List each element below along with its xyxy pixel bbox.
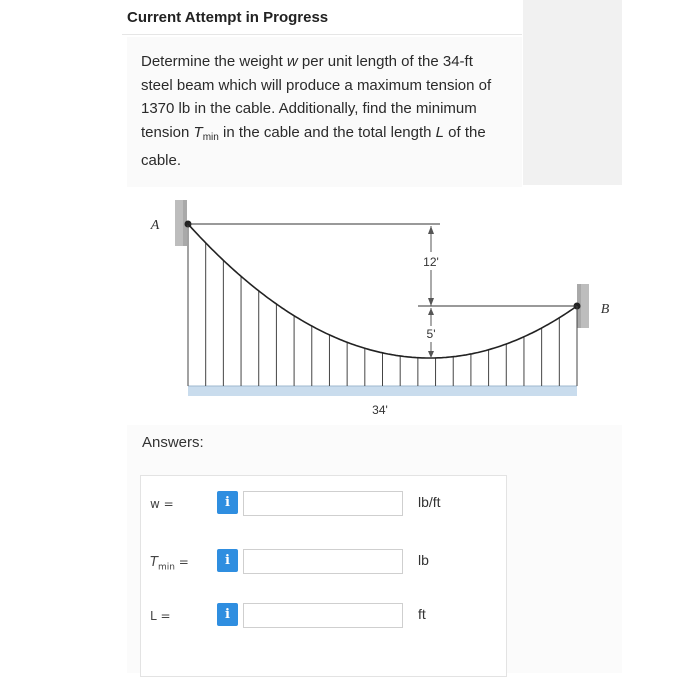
side-panel bbox=[523, 0, 622, 185]
label-a: A bbox=[150, 218, 160, 233]
tmin-input[interactable] bbox=[243, 549, 403, 574]
question-part1: Determine the weight bbox=[141, 53, 287, 70]
question-part4: of the cable. bbox=[141, 123, 486, 169]
cable bbox=[188, 224, 576, 358]
label-b: B bbox=[600, 302, 610, 317]
w-symbol: w bbox=[286, 53, 298, 70]
hangers bbox=[188, 224, 577, 386]
answers-title: Answers: bbox=[142, 434, 204, 451]
w-label: w = bbox=[150, 497, 174, 511]
steel-beam bbox=[188, 386, 577, 396]
l-label: L = bbox=[150, 609, 171, 623]
page-title: Current Attempt in Progress bbox=[127, 9, 329, 26]
dimension-5: 5' bbox=[426, 327, 436, 341]
tmin-unit: lb bbox=[418, 552, 429, 568]
cable-beam-figure bbox=[140, 190, 620, 430]
l-unit: ft bbox=[418, 606, 426, 622]
l-input[interactable] bbox=[243, 603, 403, 628]
dimension-34: 34' bbox=[372, 403, 388, 417]
info-icon[interactable]: i bbox=[217, 603, 238, 626]
info-icon[interactable]: i bbox=[217, 549, 238, 572]
question-part3: in the cable and the total length bbox=[218, 123, 436, 141]
tmin-label bbox=[150, 555, 189, 572]
l-symbol: L bbox=[435, 123, 445, 141]
question-part2: per unit length of the 34-ft steel beam which will produce a maximum tension of 1370 lb in the cable. Additionally, find the minimum tension bbox=[141, 53, 492, 141]
w-input[interactable] bbox=[243, 491, 403, 516]
t-symbol: T bbox=[193, 123, 203, 141]
tmin-eq: = bbox=[174, 555, 189, 569]
tmin-subscript: min bbox=[157, 562, 175, 573]
divider bbox=[122, 34, 522, 35]
info-icon[interactable]: i bbox=[217, 491, 238, 514]
dimension-12: 12' bbox=[423, 255, 439, 269]
tmin-symbol: T bbox=[150, 555, 158, 570]
question-text bbox=[141, 50, 506, 173]
w-unit: lb/ft bbox=[418, 494, 441, 510]
t-subscript: min bbox=[202, 131, 219, 143]
